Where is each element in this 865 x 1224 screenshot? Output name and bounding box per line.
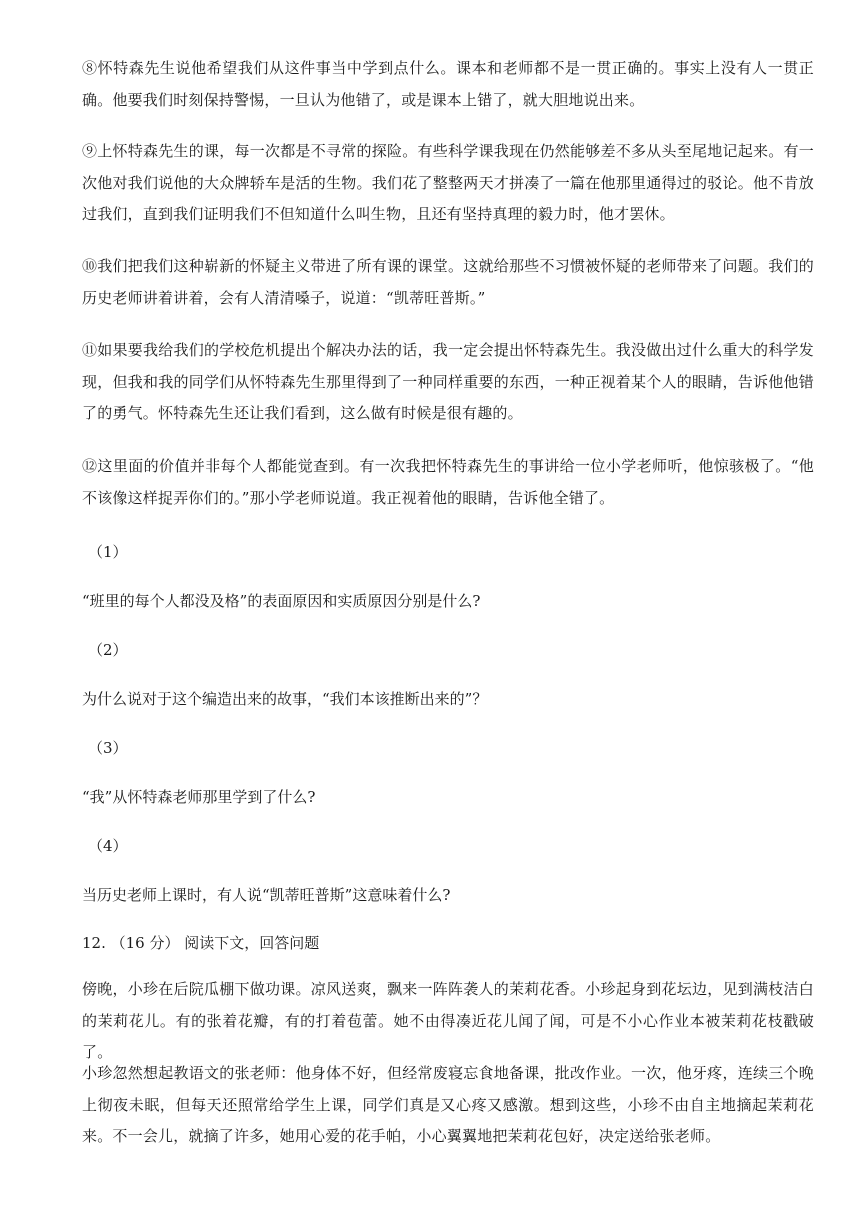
question-3-text: “我”从怀特森老师那里学到了什么?	[82, 788, 316, 806]
paragraph-9: ⑨上怀特森先生的课，每一次都是不寻常的探险。有些科学课我现在仍然能够差不多从头至尾地记起来。有一次他对我们说他的大众牌轿车是活的生物。我们花了整整两天才拼凑了一篇在他那里通得过的驳论。他不肯放过我们，直到我们证明我们不但知道什么叫生物，且还有坚持真理的毅力时，他才罢休。	[82, 142, 814, 223]
question-2-text: 为什么说对于这个编造出来的故事，“我们本该推断出来的”？	[82, 690, 488, 708]
paragraph-10: ⑩我们把我们这种崭新的怀疑主义带进了所有课的课堂。这就给那些不习惯被怀疑的老师带来了问题。我们的历史老师讲着讲着，会有人清清嗓子，说道：“凯蒂旺普斯。”	[82, 257, 814, 307]
item-12-paragraph-2: 小珍忽然想起教语文的张老师：他身体不好，但经常废寝忘食地备课，批改作业。一次，他牙疼，连续三个晚上彻夜未眠，但每天还照常给学生上课，同学们真是又心疼又感激。想到这些，小珍不由自主地摘起茉莉花来。不一会儿，就摘了许多，她用心爱的花手帕，小心翼翼地把茉莉花包好，决定送给张老师。	[82, 1064, 814, 1145]
item-12-heading: 12. （16 分） 阅读下文，回答问题	[82, 934, 320, 952]
question-3-number: （3）	[88, 739, 128, 757]
question-4-number: （4）	[88, 837, 128, 855]
item-12-paragraph-1: 傍晚，小珍在后院瓜棚下做功课。凉风送爽，飘来一阵阵袭人的茉莉花香。小珍起身到花坛边，见到满枝洁白的茉莉花儿。有的张着花瓣，有的打着苞蕾。她不由得凑近花儿闻了闻，可是不小心作业本被茉莉花枝戳破了。	[82, 980, 814, 1061]
question-4-text: 当历史老师上课时，有人说“凯蒂旺普斯”这意味着什么?	[82, 886, 451, 904]
question-2-number: （2）	[88, 641, 128, 659]
question-1-number: （1）	[88, 543, 128, 561]
paragraph-8: ⑧怀特森先生说他希望我们从这件事当中学到点什么。课本和老师都不是一贯正确的。事实上没有人一贯正确。他要我们时刻保持警惕，一旦认为他错了，或是课本上错了，就大胆地说出来。	[82, 59, 814, 109]
question-1-text: “班里的每个人都没及格”的表面原因和实质原因分别是什么?	[82, 592, 481, 610]
paragraph-12: ⑫这里面的价值并非每个人都能觉查到。有一次我把怀特森先生的事讲给一位小学老师听，他惊骇极了。“他不该像这样捉弄你们的。”那小学老师说道。我正视着他的眼睛，告诉他全错了。	[82, 457, 814, 507]
paragraph-11: ⑪如果要我给我们的学校危机提出个解决办法的话，我一定会提出怀特森先生。我没做出过什么重大的科学发现，但我和我的同学们从怀特森先生那里得到了一种同样重要的东西，一种正视着某个人的眼睛，告诉他他错了的勇气。怀特森先生还让我们看到，这么做有时候是很有趣的。	[82, 341, 814, 422]
